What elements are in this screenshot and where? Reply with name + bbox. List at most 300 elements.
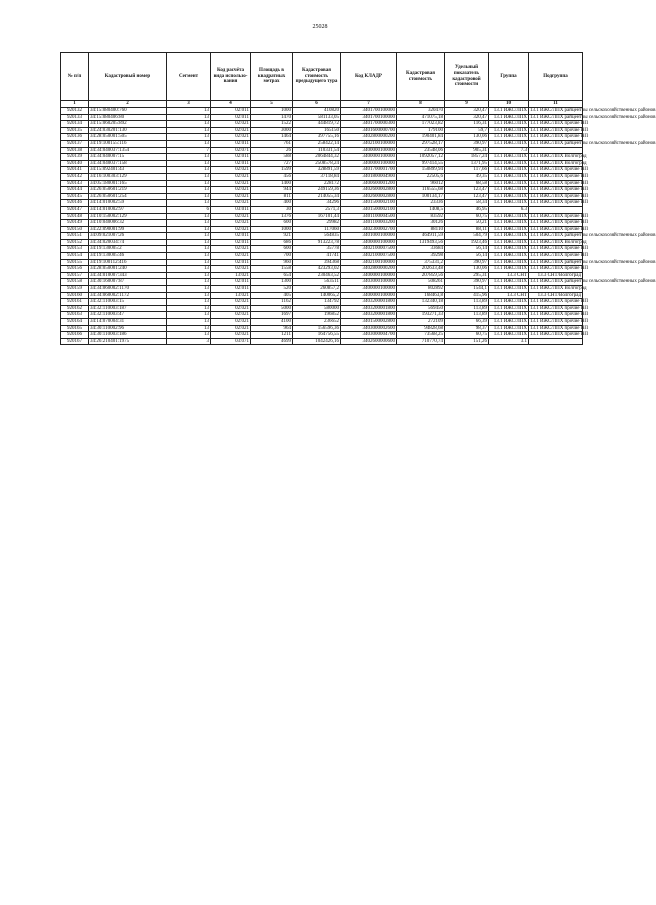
cell-cost: 88110: [397, 226, 445, 233]
cell-subgroup: 13.1 ИЖС/ЛПХ Волгоград: [530, 160, 587, 166]
cell-kladr-code: 3403200001800: [341, 299, 397, 306]
cell-usage-code: 02:011: [211, 154, 251, 161]
cell-specific-cost: 56,14: [445, 246, 489, 253]
cell-area: 1400: [251, 180, 293, 187]
cell-area: 1522: [251, 121, 293, 128]
cell-group: 13.1 ИЖС/ЛПХ: [489, 233, 529, 240]
cell-subgroup: 13.1 ИЖС/ЛПХ райцентры сельскохозяйственных районов: [530, 140, 656, 146]
cell-usage-code: 02:071: [211, 147, 251, 154]
cell-cadastral-number: 34:09:021007:26: [89, 233, 167, 240]
cell-cadastral-number: 34:34:040037:1354: [89, 147, 167, 154]
cell-cadastral-number: 34:34:060002:1170: [89, 286, 167, 293]
cell-segment: 13: [167, 154, 211, 161]
cell-specific-cost: 1923,46: [445, 239, 489, 246]
cell-usage-code: 02:021: [211, 319, 251, 326]
cell-cost: 193271,33: [397, 312, 445, 319]
cell-row-number: 920150: [61, 226, 89, 233]
cell-specific-cost: 98,37: [445, 325, 489, 332]
cell-cost: 73568,25: [397, 332, 445, 339]
cell-specific-cost: 320,47: [445, 108, 489, 115]
cell-kladr-code: 3402600000600: [341, 338, 397, 345]
cell-segment: 13: [167, 253, 211, 260]
cell-kladr-code: 3401000100000: [341, 233, 397, 240]
cell-usage-code: 02:021: [211, 305, 251, 312]
cell-cadastral-number: 34:32:110003:187: [89, 305, 167, 312]
table-row: [61, 272, 583, 279]
cell-area: 944: [251, 187, 293, 194]
table-row: [61, 286, 583, 293]
header-row: [61, 53, 583, 101]
table-row: [61, 279, 583, 286]
cell-segment: 13: [167, 127, 211, 134]
cell-usage-code: 02:011: [211, 286, 251, 293]
column-number-row: [61, 101, 583, 108]
cell-specific-cost: 151,26: [445, 338, 489, 345]
cell-specific-cost: 56,14: [445, 253, 489, 260]
cell-specific-cost: 59,7: [445, 127, 489, 134]
cell-row-number: 920147: [61, 206, 89, 213]
cell-subgroup: 13.1 ИЖС/ЛПХ райцентры сельскохозяйственных районов: [530, 114, 656, 120]
cell-segment: 13: [167, 272, 211, 279]
cell-segment: 13: [167, 325, 211, 332]
cell-prev-cost: 913223,78: [293, 239, 341, 246]
cell-prev-cost: 228172: [293, 180, 341, 187]
cell-prev-cost: 2064844,32: [293, 154, 341, 161]
cell-row-number: 920136: [61, 134, 89, 141]
cell-group: 13.1 ИЖС/ЛПХ: [489, 266, 529, 273]
cell-subgroup: 13.1 ИЖС/ЛПХ Волгоград: [530, 286, 587, 292]
cell-area: 921: [251, 233, 293, 240]
cell-group: 13.1 ИЖС/ЛПХ: [489, 213, 529, 220]
cell-cost: 23548,06: [397, 147, 445, 154]
cell-group: 13.1 ИЖС/ЛПХ: [489, 299, 529, 306]
cell-kladr-code: 3403200001800: [341, 312, 397, 319]
cell-cost: 1092057,12: [397, 154, 445, 161]
table-row: [61, 147, 583, 154]
table-row: [61, 332, 583, 339]
cell-cost: 22505,6: [397, 173, 445, 180]
cell-kladr-code: 3401500002100: [341, 200, 397, 207]
cell-specific-cost: 130,06: [445, 134, 489, 141]
cell-segment: 13: [167, 180, 211, 187]
cell-cadastral-number: 34:16:100303:129: [89, 173, 167, 180]
cell-row-number: 920167: [61, 338, 89, 345]
cell-group: 13.1 ИЖС/ЛПХ: [489, 134, 529, 141]
cell-group: 13.1 ИЖС/ЛПХ: [489, 319, 529, 326]
cell-cadastral-number: 34:19:100112:416: [89, 259, 167, 266]
cell-prev-cost: 230463,52: [293, 272, 341, 279]
cell-group: 13.1 ИЖС/ЛПХ: [489, 332, 529, 339]
cell-prev-cost: 394368: [293, 259, 341, 266]
cell-area: 700: [251, 253, 293, 260]
cell-prev-cost: 156596,36: [293, 325, 341, 332]
cell-usage-code: 02:021: [211, 187, 251, 194]
cell-segment: 13: [167, 108, 211, 115]
cell-segment: 13: [167, 292, 211, 299]
cell-segment: 13: [167, 319, 211, 326]
cell-subgroup: 13.1 ИЖС/ЛПХ прочие НП: [530, 127, 588, 133]
table-row: [61, 246, 583, 253]
cell-group: 13.1 ИЖС/ЛПХ: [489, 305, 529, 312]
cell-segment: 3: [167, 338, 211, 345]
cell-row-number: 920161: [61, 299, 89, 306]
cell-kladr-code: 3403000004700: [341, 332, 397, 339]
cell-cost: 207859,56: [397, 272, 445, 279]
cell-segment: 13: [167, 305, 211, 312]
cell-kladr-code: 3401500002100: [341, 206, 397, 213]
cell-subgroup: 13.1 ИЖС/ЛПХ прочие НП: [530, 220, 588, 226]
cell-cadastral-number: 34:34:040007:15: [89, 154, 167, 161]
cell-group: 13.1 ИЖС/ЛПХ: [489, 325, 529, 332]
cell-cost: 997414,55: [397, 160, 445, 167]
cell-row-number: 920133: [61, 114, 89, 121]
cell-row-number: 920158: [61, 279, 89, 286]
cell-row-number: 920138: [61, 147, 89, 154]
cell-subgroup: 13.1 ИЖС/ЛПХ прочие НП: [530, 246, 588, 252]
cell-specific-cost: 58,34: [445, 200, 489, 207]
cell-area: 1211: [251, 332, 293, 339]
cell-area: 1000: [251, 226, 293, 233]
cell-usage-code: 02:021: [211, 299, 251, 306]
cell-specific-cost: 88,11: [445, 226, 489, 233]
cell-subgroup: 13.1 ИЖС/ЛПХ прочие НП: [530, 193, 588, 199]
cell-segment: 6: [167, 206, 211, 213]
cell-subgroup: 13.1 ИЖС/ЛПХ прочие НП: [530, 167, 588, 173]
table-row: [61, 338, 583, 345]
col-header-usage-code: Код расчёта вида использо-вания: [211, 53, 251, 101]
cell-subgroup: 13.1 ИЖС/ЛПХ прочие НП: [530, 299, 588, 305]
cell-kladr-code: 3401700001700: [341, 167, 397, 174]
cell-prev-cost: 1042426,16: [293, 338, 341, 345]
cell-segment: 13: [167, 187, 211, 194]
cell-cost: 202633,48: [397, 266, 445, 273]
cell-usage-code: 02:021: [211, 325, 251, 332]
cell-cadastral-number: 34:19:130005:2: [89, 246, 167, 253]
cell-kladr-code: 3400000100000: [341, 292, 397, 299]
cadastral-register-table: [60, 52, 656, 345]
cell-cadastral-number: 34:14:010002:59: [89, 200, 167, 207]
cell-group: 13.1 ИЖС/ЛПХ: [489, 140, 529, 147]
cell-group: 13.1 ИЖС/ЛПХ: [489, 167, 529, 174]
cell-segment: 13: [167, 173, 211, 180]
cell-prev-cost: 164756,55: [293, 332, 341, 339]
col-number: 6: [293, 101, 341, 108]
cell-subgroup: 13.1 ИЖС/ЛПХ Волгоград: [530, 154, 587, 160]
cell-cost: 569450: [397, 305, 445, 312]
cell-usage-code: 02:021: [211, 312, 251, 319]
cell-cadastral-number: 34:32:110003:15: [89, 299, 167, 306]
cell-cost: 116555,68: [397, 187, 445, 194]
cell-kladr-code: 3400600001200: [341, 180, 397, 187]
cell-area: 654: [251, 272, 293, 279]
cell-specific-cost: 50,21: [445, 220, 489, 227]
cell-specific-cost: 113,89: [445, 305, 489, 312]
cell-prev-cost: 167101,44: [293, 213, 341, 220]
table-body: [61, 108, 656, 345]
cell-row-number: 920145: [61, 193, 89, 200]
cell-area: 3000: [251, 127, 293, 134]
cell-area: 1470: [251, 114, 293, 121]
cell-row-number: 920153: [61, 246, 89, 253]
cell-kladr-code: 3401700100000: [341, 108, 397, 115]
cell-specific-cost: 60,75: [445, 332, 489, 339]
cell-cost: 168463,8: [397, 292, 445, 299]
cell-specific-cost: 320,47: [445, 114, 489, 121]
cell-specific-cost: 905,31: [445, 147, 489, 154]
cell-prev-cost: 117060: [293, 226, 341, 233]
table-row: [61, 134, 583, 141]
cell-subgroup: 13.1 ИЖС/ЛПХ Волгоград: [530, 239, 587, 245]
col-header-area: Площадь в квадратных метрах: [251, 53, 293, 101]
cell-group: 13.1 ИЖС/ЛПХ: [489, 286, 529, 293]
cell-prev-cost: 581133,05: [293, 114, 341, 121]
cell-cost: 30126: [397, 220, 445, 227]
cell-cadastral-number: 34:30:160007:87: [89, 279, 167, 286]
cell-cost: 272109: [397, 319, 445, 326]
cell-usage-code: 02:011: [211, 239, 251, 246]
cell-usage-code: 13:021: [211, 272, 251, 279]
cell-group: 13.1 ИЖС/ЛПХ: [489, 127, 529, 134]
cell-kladr-code: 3402100007500: [341, 246, 397, 253]
cell-area: 600: [251, 246, 293, 253]
cell-area: 600: [251, 220, 293, 227]
cell-area: 686: [251, 239, 293, 246]
cell-kladr-code: 3402300002700: [341, 226, 397, 233]
table-row: [61, 259, 583, 266]
cell-group: 13.1 ИЖС/ЛПХ: [489, 246, 529, 253]
cell-cadastral-number: 34:34:010007:343: [89, 272, 167, 279]
cell-usage-code: 02:011: [211, 160, 251, 167]
cell-specific-cost: 1857,24: [445, 154, 489, 161]
cell-specific-cost: 60,75: [445, 213, 489, 220]
cell-subgroup: 13.3 СНТ/Волгоград: [529, 272, 583, 279]
cell-kladr-code: 3402100100000: [341, 140, 397, 147]
cell-segment: 7: [167, 147, 211, 154]
cell-cost: 1408,5: [397, 206, 445, 213]
table-row: [61, 319, 583, 326]
cell-subgroup: 13.1 ИЖС/ЛПХ прочие НП: [530, 253, 588, 259]
cell-kladr-code: 3400000100000: [341, 160, 397, 167]
table-row: [61, 233, 583, 240]
cell-prev-cost: 196852: [293, 312, 341, 319]
cell-subgroup: 13.1 ИЖС/ЛПХ прочие НП: [530, 305, 588, 311]
cell-cost: 802892: [397, 286, 445, 293]
cell-usage-code: 02:011: [211, 108, 251, 115]
cell-row-number: 920148: [61, 213, 89, 220]
cell-usage-code: 02:021: [211, 167, 251, 174]
cell-prev-cost: 214055,34: [293, 193, 341, 200]
table-row: [61, 127, 583, 134]
cell-cadastral-number: 34:14:010002:97: [89, 206, 167, 213]
cell-kladr-code: 3400000100000: [341, 239, 397, 246]
cell-prev-cost: 37118,84: [293, 173, 341, 180]
cell-usage-code: 02:011: [211, 233, 251, 240]
col-header-cost: Кадастровая стоимость: [397, 53, 445, 101]
cell-prev-cost: 580000: [293, 305, 341, 312]
cell-prev-cost: 35778: [293, 246, 341, 253]
cell-cost: 23336: [397, 200, 445, 207]
cell-prev-cost: 563511: [293, 279, 341, 286]
cell-usage-code: 02:021: [211, 213, 251, 220]
cell-kladr-code: 3401700100000: [341, 114, 397, 121]
cell-row-number: 920154: [61, 253, 89, 260]
cell-area: 1300: [251, 279, 293, 286]
cell-segment: 13: [167, 259, 211, 266]
cell-segment: 13: [167, 312, 211, 319]
cell-kladr-code: 3402600002800: [341, 187, 397, 194]
cell-row-number: 920163: [61, 312, 89, 319]
cell-group: 13.1 ИЖС/ЛПХ: [489, 200, 529, 207]
cell-usage-code: 02:011: [211, 279, 251, 286]
cell-specific-cost: 113,89: [445, 299, 489, 306]
table-row: [61, 167, 583, 174]
cell-prev-cost: 328891,59: [293, 167, 341, 174]
cell-kladr-code: 3400000100000: [341, 147, 397, 154]
cell-kladr-code: 3403200001800: [341, 305, 397, 312]
cell-specific-cost: 123,47: [445, 187, 489, 194]
cell-row-number: 920160: [61, 292, 89, 299]
col-number: 10: [489, 101, 529, 108]
cell-row-number: 920143: [61, 180, 89, 187]
cell-subgroup: 13.1 ИЖС/ЛПХ райцентры сельскохозяйственных районов: [530, 233, 656, 239]
cell-subgroup: [529, 206, 583, 213]
cell-subgroup: 13.1 ИЖС/ЛПХ райцентры сельскохозяйственных районов: [530, 279, 656, 285]
cell-cadastral-number: 34:28:050001:240: [89, 266, 167, 273]
cell-group: 13.1 ИЖС/ЛПХ: [489, 187, 529, 194]
cell-segment: 13: [167, 121, 211, 128]
cell-usage-code: 13:021: [211, 292, 251, 299]
cell-subgroup: 13.1 ИЖС/ЛПХ райцентры сельскохозяйственных районов: [530, 108, 656, 113]
col-header-number: № п/п: [61, 53, 89, 101]
cell-group: 13.1 ИЖС/ЛПХ: [489, 220, 529, 227]
table-row: [61, 325, 583, 332]
cell-cost: 96012: [397, 180, 445, 187]
table-row: [61, 108, 583, 115]
cell-kladr-code: 3402600002800: [341, 193, 397, 200]
table-row: [61, 160, 583, 167]
cell-prev-cost: 397755,16: [293, 134, 341, 141]
cell-usage-code: 02:021: [211, 220, 251, 227]
cell-usage-code: 02:021: [211, 226, 251, 233]
cell-segment: 13: [167, 114, 211, 121]
col-header-subgroup: Подгруппа: [529, 53, 583, 101]
col-header-kladr: Код КЛАДР: [341, 53, 397, 101]
cell-area: 727: [251, 160, 293, 167]
cell-subgroup: 13.1 ИЖС/ЛПХ прочие НП: [530, 312, 588, 318]
cell-cadastral-number: 34:28:050001:505: [89, 134, 167, 141]
table-row: [61, 206, 583, 213]
cell-kladr-code: 3402800000200: [341, 134, 397, 141]
cell-specific-cost: 1371,95: [445, 160, 489, 167]
cell-kladr-code: 3402100100000: [341, 259, 397, 266]
cell-row-number: 920137: [61, 140, 89, 147]
cell-cadastral-number: 34:34:060002:1172: [89, 292, 167, 299]
cell-cost: 100134,17: [397, 193, 445, 200]
cell-segment: 13: [167, 220, 211, 227]
cell-group: 13.1 ИЖС/ЛПХ: [489, 173, 529, 180]
cell-cadastral-number: 34:34:040037:158: [89, 160, 167, 167]
cell-group: 13.1 ИЖС/ЛПХ: [489, 154, 529, 161]
table-row: [61, 305, 583, 312]
cell-segment: 13: [167, 279, 211, 286]
cell-subgroup: [529, 338, 583, 345]
cell-usage-code: 02:021: [211, 266, 251, 273]
cell-area: 588: [251, 154, 293, 161]
col-number: 11: [529, 101, 583, 108]
cell-usage-code: 02:011: [211, 140, 251, 147]
cell-kladr-code: 3401700000300: [341, 121, 397, 128]
cell-cadastral-number: 34:14:070004:31: [89, 319, 167, 326]
cell-cost: 177023,82: [397, 121, 445, 128]
cell-cadastral-number: 34:26:050601:254: [89, 193, 167, 200]
cell-kladr-code: 3401100003200: [341, 220, 397, 227]
cell-row-number: 920151: [61, 233, 89, 240]
table-row: [61, 193, 583, 200]
cell-cadastral-number: 34:30:110002:96: [89, 325, 167, 332]
cell-specific-cost: 116,31: [445, 121, 489, 128]
cell-row-number: 920159: [61, 286, 89, 293]
cell-kladr-code: 3400000100000: [341, 286, 397, 293]
cell-cost: 179100: [397, 127, 445, 134]
cell-group: 13.1 ИЖС/ЛПХ: [489, 239, 529, 246]
cell-prev-cost: 258422,14: [293, 140, 341, 147]
col-number: 5: [251, 101, 293, 108]
cell-segment: 13: [167, 160, 211, 167]
cell-segment: 13: [167, 200, 211, 207]
cell-kladr-code: 3400000100000: [341, 154, 397, 161]
cell-group: 13.3 СНТ: [489, 272, 529, 279]
cell-group: 13.3 СНТ: [489, 292, 529, 299]
cell-group: 13.1 ИЖС/ЛПХ: [489, 312, 529, 319]
cell-cadastral-number: 34:15:080400:760: [89, 108, 167, 115]
cell-area: 1599: [251, 167, 293, 174]
cell-specific-cost: 68,58: [445, 180, 489, 187]
cell-cadastral-number: 34:10:150002:129: [89, 213, 167, 220]
cell-cost: 39298: [397, 253, 445, 260]
cell-cost: 464911,59: [397, 233, 445, 240]
cell-specific-cost: 295,31: [445, 272, 489, 279]
cell-cadastral-number: 34:26:050601:219: [89, 187, 167, 194]
cell-specific-cost: 390,97: [445, 279, 489, 286]
cell-area: 1376: [251, 213, 293, 220]
cell-specific-cost: 66,39: [445, 319, 489, 326]
cell-kladr-code: 3402800000200: [341, 266, 397, 273]
cell-specific-cost: 123,47: [445, 193, 489, 200]
cell-cost: 83592: [397, 213, 445, 220]
table-row: [61, 266, 583, 273]
cell-area: 26: [251, 147, 293, 154]
cell-group: 13.1 ИЖС/ЛПХ: [489, 180, 529, 187]
cell-usage-code: 03:071: [211, 338, 251, 345]
table-row: [61, 200, 583, 207]
cell-cost: 471075,18: [397, 114, 445, 121]
cell-usage-code: 02:021: [211, 134, 251, 141]
table-row: [61, 180, 583, 187]
cell-row-number: 920141: [61, 167, 89, 174]
cell-segment: 13: [167, 286, 211, 293]
cell-area: 456: [251, 173, 293, 180]
cell-subgroup: 13.1 ИЖС/ЛПХ прочие НП: [530, 173, 588, 179]
cell-segment: 13: [167, 167, 211, 174]
cell-cadastral-number: 34:26:210401:1975: [89, 338, 167, 345]
cell-kladr-code: 3402100007500: [341, 253, 397, 260]
cell-subgroup: 13.1 ИЖС/ЛПХ прочие НП: [530, 226, 588, 232]
cell-area: 811: [251, 193, 293, 200]
cell-kladr-code: 3403000002600: [341, 325, 397, 332]
col-number: 7: [341, 101, 397, 108]
cell-row-number: 920152: [61, 239, 89, 246]
cell-area: 1162: [251, 299, 293, 306]
